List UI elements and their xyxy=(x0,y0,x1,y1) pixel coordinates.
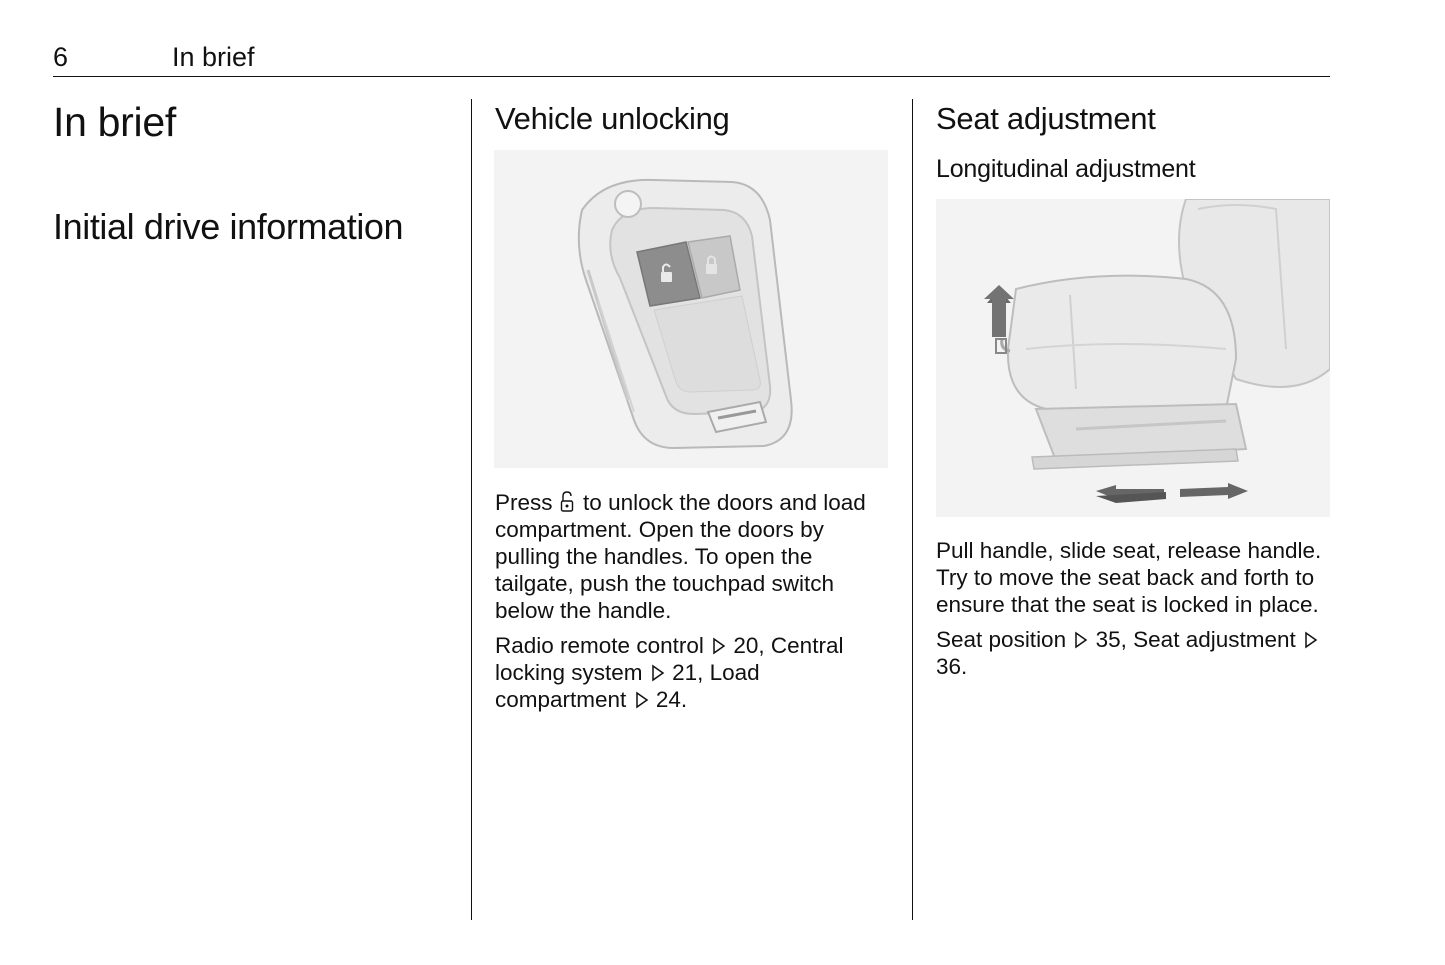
reference-arrow-icon xyxy=(649,664,666,682)
unlocking-text-body: to unlock the doors and load compartment. Open the doors by pulling the handles. To open the tailgate, push the touchpad switch below the handle. xyxy=(495,490,866,623)
column-divider-2 xyxy=(912,99,913,920)
seat-instructions: Pull handle, slide seat, release handle. Try to move the seat back and forth to ensure that the seat is locked in place. xyxy=(936,538,1322,617)
seat-text xyxy=(936,537,1336,688)
header-rule xyxy=(53,76,1330,77)
reference-arrow-icon xyxy=(633,691,650,709)
ref-text-seat-position: Seat position xyxy=(936,627,1067,652)
unlocking-text-press: Press xyxy=(495,490,553,515)
reference-arrow-icon xyxy=(1072,631,1089,649)
page-number: 6 xyxy=(53,42,69,72)
reference-arrow-icon xyxy=(710,637,727,655)
ref-text-end: 24. xyxy=(655,687,688,712)
unlocking-text xyxy=(495,489,895,721)
ref-text-seat-end: 36. xyxy=(936,654,968,679)
column-divider-1 xyxy=(471,99,472,920)
chapter-title: In brief xyxy=(53,99,176,145)
longitudinal-adjustment-subheading: Longitudinal adjustment xyxy=(936,155,1196,183)
ref-text-seat-adjustment: 35, Seat adjustment xyxy=(1095,627,1296,652)
seat-adjustment-heading: Seat adjustment xyxy=(936,101,1156,136)
vehicle-unlocking-heading: Vehicle unlocking xyxy=(495,101,730,136)
running-header: In brief xyxy=(172,42,255,72)
reference-arrow-icon xyxy=(1302,631,1319,649)
ref-text-load: 21, Load compartment xyxy=(495,660,760,712)
section-title: Initial drive information xyxy=(53,206,404,247)
key-fob-illustration xyxy=(494,150,888,468)
ref-text-radio: Radio remote control xyxy=(495,633,704,658)
ref-text-central: 20, Central locking system xyxy=(495,633,844,685)
unlock-icon xyxy=(560,491,574,513)
seat-illustration xyxy=(936,199,1330,517)
